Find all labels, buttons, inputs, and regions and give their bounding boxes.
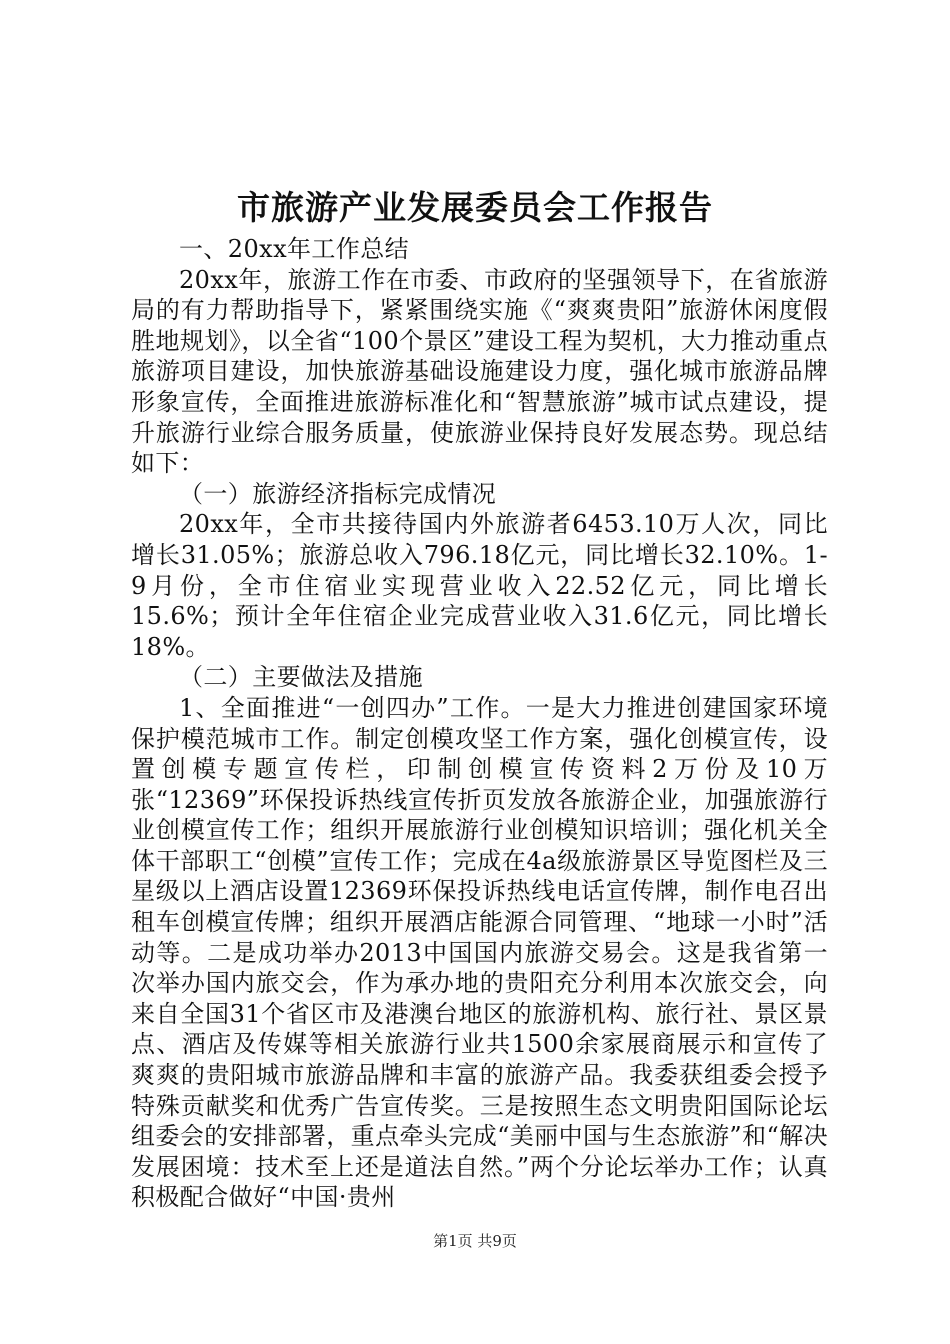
document-title: 市旅游产业发展委员会工作报告 [237,188,713,227]
paragraph: 20xx年，全市共接待国内外旅游者6453.10万人次，同比增长31.05%；旅游总收入796.18亿元，同比增长32.10%。1-9月份，全市住宿业实现营业收入22.52亿元，同比增长15.6%；预计全年住宿企业完成营业收入31.6亿元，同比增长18%。 [131,510,828,661]
subsection-heading: （二）主要做法及措施 [179,663,423,692]
section-heading: 一、20xx年工作总结 [179,235,410,263]
page-number-footer: 第1页 共9页 [433,1232,517,1250]
document-body [131,234,828,1213]
paragraph: 1、全面推进“一创四办”工作。一是大力推进创建国家环境保护模范城市工作。制定创模攻坚工作方案，强化创模宣传，设置创模专题宣传栏，印制创模宣传资料2万份及10万张“12369”环保投诉热线宣传折页发放各旅游企业，加强旅游行业创模宣传工作；组织开展旅游行业创模知识培训；强化机关全体干部职工“创模”宣传工作；完成在4a级旅游景区导览图栏及三星级以上酒店设置12369环保投诉热线电话宣传牌，制作电召出租车创模宣传牌；组织开展酒店能源合同管理、“地球一小时”活动等。二是成功举办2013中国国内旅游交易会。这是我省第一次举办国内旅交会，作为承办地的贵阳充分利用本次旅交会，向来自全国31个省区市及港澳台地区的旅游机构、旅行社、景区景点、酒店及传媒等相关旅游行业共1500余家展商展示和宣传了爽爽的贵阳城市旅游品牌和丰富的旅游产品。我委获组委会授予特殊贡献奖和优秀广告宣传奖。三是按照生态文明贵阳国际论坛组委会的安排部署，重点牵头完成“美丽中国与生态旅游”和“解决发展困境：技术至上还是道法自然。”两个分论坛举办工作；认真积极配合做好“中国·贵州 [131,693,828,1212]
paragraph: 20xx年，旅游工作在市委、市政府的坚强领导下，在省旅游局的有力帮助指导下，紧紧围绕实施《“爽爽贵阳”旅游休闲度假胜地规划》，以全省“100个景区”建设工程为契机，大力推动重点旅游项目建设，加快旅游基础设施建设力度，强化城市旅游品牌形象宣传，全面推进旅游标准化和“智慧旅游”城市试点建设，提升旅游行业综合服务质量，使旅游业保持良好发展态势。现总结如下： [131,265,828,478]
subsection-heading: （一）旅游经济指标完成情况 [179,479,497,508]
